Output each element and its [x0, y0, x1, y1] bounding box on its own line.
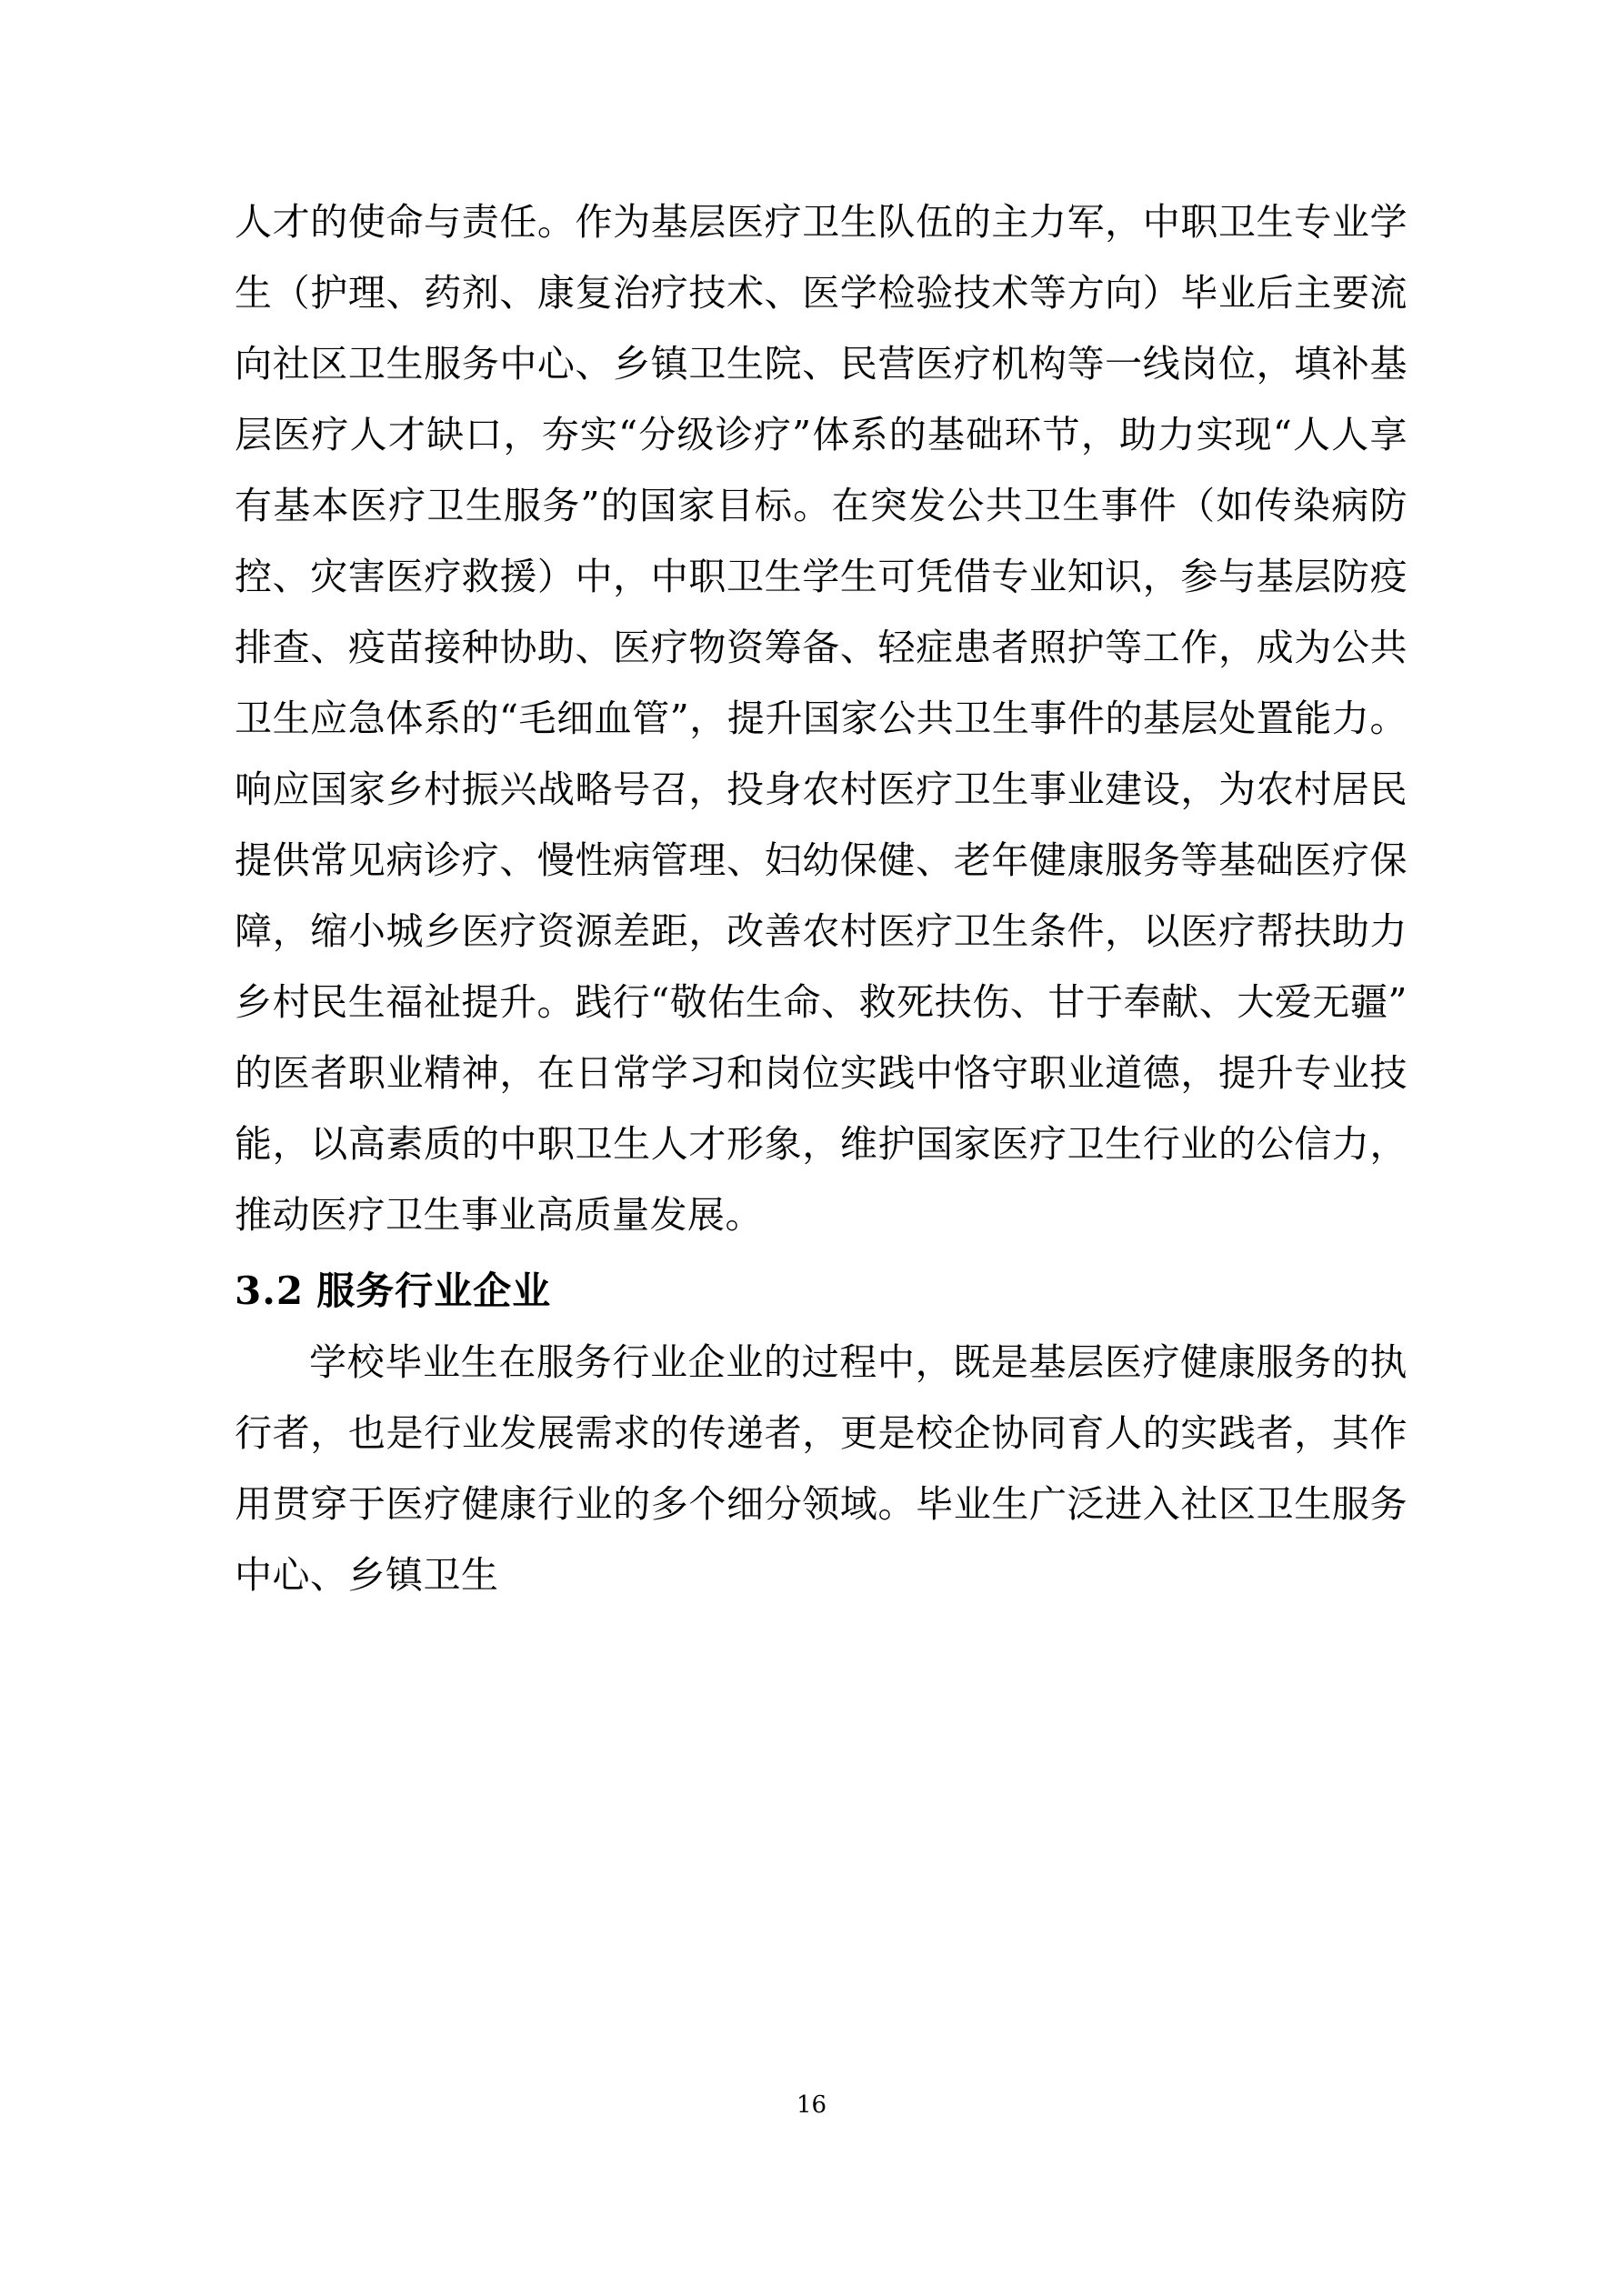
section-heading-number: 3.2 — [235, 1268, 305, 1313]
page-number: 16 — [796, 2091, 827, 2119]
page-content — [235, 186, 1408, 1610]
body-paragraph-section: 学校毕业生在服务行业企业的过程中，既是基层医疗健康服务的执行者，也是行业发展需求的传递者，更是校企协同育人的实践者，其作用贯穿于医疗健康行业的多个细分领域。毕业生广泛进入社区卫生服务中心、乡镇卫生 — [235, 1340, 1408, 1597]
section-heading — [235, 1256, 1408, 1327]
section-heading-text: 服务行业企业 — [316, 1268, 552, 1313]
body-paragraph-continued: 人才的使命与责任。作为基层医疗卫生队伍的主力军，中职卫生专业学生（护理、药剂、康复治疗技术、医学检验技术等方向）毕业后主要流向社区卫生服务中心、乡镇卫生院、民营医疗机构等一线岗位，填补基层医疗人才缺口，夯实“分级诊疗”体系的基础环节，助力实现“人人享有基本医疗卫生服务”的国家目标。在突发公共卫生事件（如传染病防控、灾害医疗救援）中，中职卫生学生可凭借专业知识，参与基层防疫排查、疫苗接种协助、医疗物资筹备、轻症患者照护等工作，成为公共卫生应急体系的“毛细血管”，提升国家公共卫生事件的基层处置能力。响应国家乡村振兴战略号召，投身农村医疗卫生事业建设，为农村居民提供常见病诊疗、慢性病管理、妇幼保健、老年健康服务等基础医疗保障，缩小城乡医疗资源差距，改善农村医疗卫生条件，以医疗帮扶助力乡村民生福祉提升。践行“敬佑生命、救死扶伤、甘于奉献、大爱无疆”的医者职业精神，在日常学习和岗位实践中恪守职业道德，提升专业技能，以高素质的中职卫生人才形象，维护国家医疗卫生行业的公信力，推动医疗卫生事业高质量发展。 — [235, 200, 1408, 1237]
